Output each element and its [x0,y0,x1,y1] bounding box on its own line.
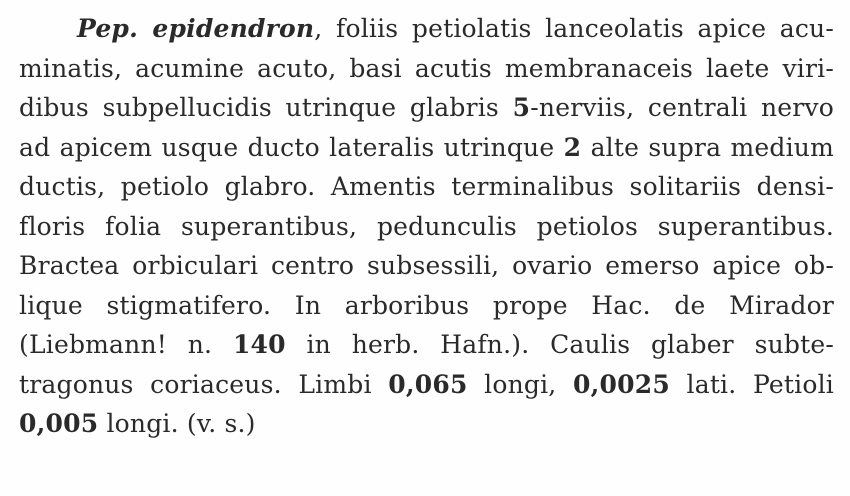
line-text: dibus subpellucidis utrinque glabris [19,93,513,122]
line-text: minatis, acumine acuto, basi acutis membranaceis laete viri- [19,53,834,83]
text-line-3 [19,88,834,128]
line-text: ductis, petiolo glabro. Amentis terminalibus solitariis densi- [19,172,834,201]
text-line-11 [19,404,834,444]
text-line-1 [19,9,834,49]
description-paragraph [19,9,834,444]
line-text: (Liebmann! n. [19,330,233,359]
line-text: -nerviis, centrali nervo [530,93,834,122]
line-text: tragonus coriaceus. Limbi [19,369,389,399]
species-name: Pep. epidendron [77,14,315,43]
limb-length: 0,065 [388,369,468,399]
line-text: lati. Petioli [669,369,834,399]
text-line-7 [19,246,834,286]
line-text: in herb. Hafn.). Caulis glaber subte- [285,330,834,359]
nerve-count: 5 [512,93,531,122]
line-text: floris folia superantibus, pedunculis petiolos superantibus. [19,211,834,241]
line-text: alte supra medium [581,132,834,162]
line-text: Bractea orbiculari centro subsessili, ovario emerso apice ob- [19,251,834,280]
text-line-6 [19,207,834,247]
lateral-nerve-count: 2 [563,132,582,162]
line-text: , foliis petiolatis lanceolatis apice acu- [314,14,834,43]
text-line-9 [19,325,834,365]
text-line-8 [19,286,834,326]
specimen-number: 140 [232,330,286,359]
petiole-length: 0,005 [19,409,99,438]
line-text: longi, [467,369,574,399]
limb-width: 0,0025 [573,369,670,399]
text-line-4 [19,128,834,168]
text-line-5 [19,167,834,207]
text-line-10 [19,365,834,405]
line-text: longi. (v. s.) [98,409,256,438]
text-line-2 [19,49,834,89]
line-text: ad apicem usque ducto lateralis utrinque [19,132,564,162]
line-text: lique stigmatifero. In arboribus prope Hac. de Mirador [19,290,834,320]
